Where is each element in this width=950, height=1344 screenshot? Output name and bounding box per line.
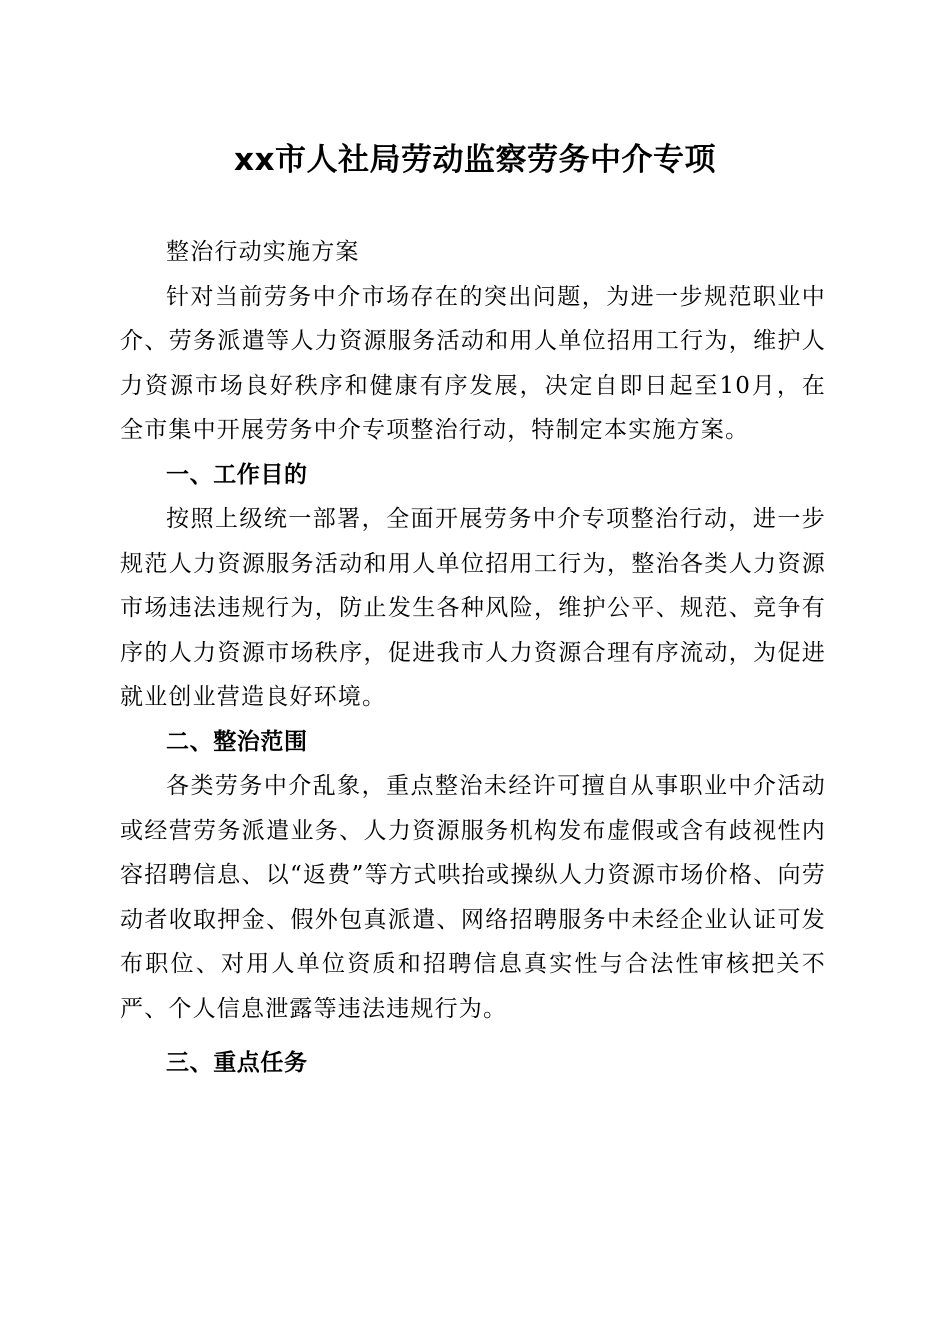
section-heading-scope: 二、整治范围: [166, 728, 308, 755]
document-subtitle: 整治行动实施方案: [166, 239, 360, 265]
section-body-scope: 各类劳务中介乱象，重点整治未经许可擅自从事职业中介活动或经营劳务派遣业务、人力资源服务机构发布虚假或含有歧视性内容招聘信息、以“返费”等方式哄抬或操纵人力资源市场价格、向劳动者收取押金、假外包真派遣、网络招聘服务中未经企业认证可发布职位、对用人单位资质和招聘信息真实性与合法性审核把关不严、个人信息泄露等违法违规行为。: [120, 773, 826, 1022]
section-body-purpose: 按照上级统一部署，全面开展劳务中介专项整治行动，进一步规范人力资源服务活动和用人单位招用工行为，整治各类人力资源市场违法违规行为，防止发生各种风险，维护公平、规范、竞争有序的人力资源市场秩序，促进我市人力资源合理有序流动，为促进就业创业营造良好环境。: [120, 506, 826, 710]
intro-paragraph: 针对当前劳务中介市场存在的突出问题，为进一步规范职业中介、劳务派遣等人力资源服务活动和用人单位招用工行为，维护人力资源市场良好秩序和健康有序发展，决定自即日起至10月，在全市集中开展劳务中介专项整治行动，特制定本实施方案。: [120, 283, 826, 443]
section-heading-purpose: 一、工作目的: [166, 461, 308, 488]
document-body: [120, 230, 826, 1086]
section-heading-tasks: 三、重点任务: [166, 1050, 308, 1076]
document-title: xx市人社局劳动监察劳务中介专项: [234, 142, 716, 178]
